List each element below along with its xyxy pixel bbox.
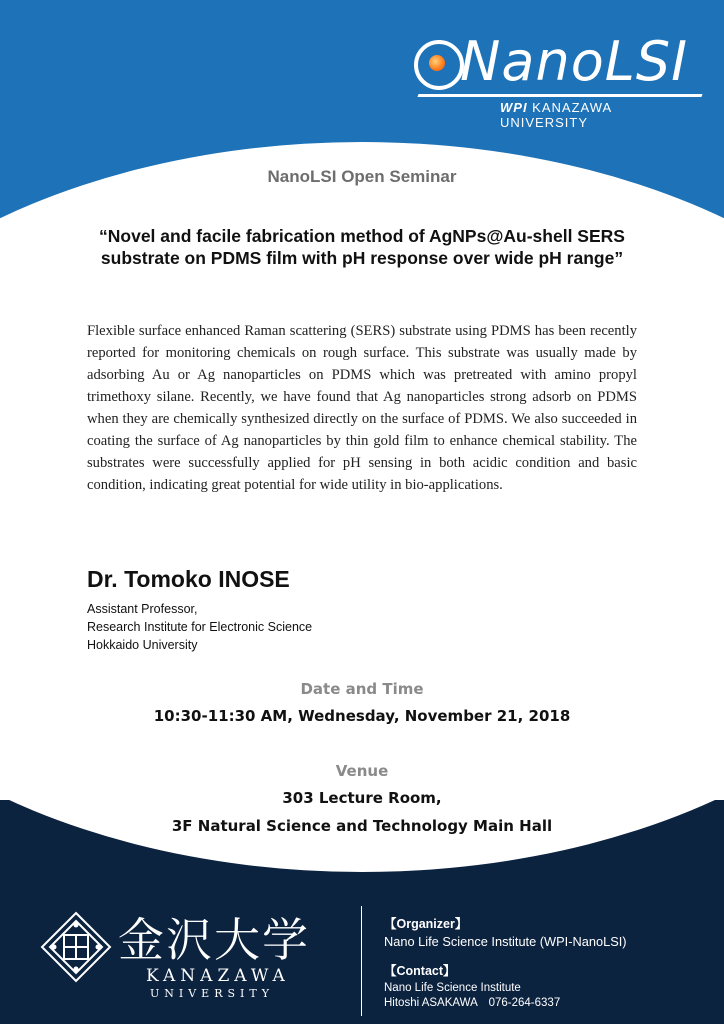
date-value: 10:30-11:30 AM, Wednesday, November 21, 2018: [153, 707, 571, 725]
university-kanji-logo: 金沢大学: [118, 913, 310, 967]
contact-line2: Hitoshi ASAKAWA 076-264-6337: [384, 997, 561, 1009]
logo-underline: [417, 94, 702, 97]
organizer-heading: 【Organizer】: [384, 917, 468, 931]
affiliation-line: Assistant Professor,: [87, 602, 198, 616]
university-english-label: UNIVERSITY: [150, 987, 274, 1000]
university-emblem-icon: [40, 911, 112, 983]
organizer-name: Nano Life Science Institute (WPI-NanoLSI): [384, 934, 627, 949]
affiliation-line: Research Institute for Electronic Science: [87, 620, 313, 634]
university-english-name: KANAZAWA: [146, 966, 290, 986]
venue-line1: 303 Lecture Room,: [282, 789, 442, 807]
contact-heading: 【Contact】: [384, 964, 456, 978]
speaker-affiliation: [87, 600, 312, 654]
affiliation-line: Hokkaido University: [87, 638, 198, 652]
talk-title-line1: “Novel and facile fabrication method of AgNPs@Au-shell SERS: [99, 226, 625, 246]
contact-line1: Nano Life Science Institute: [384, 982, 521, 994]
footer-divider: [361, 906, 362, 1016]
logo-sub-university: KANAZAWA UNIVERSITY: [500, 100, 612, 130]
seminar-label: NanoLSI Open Seminar: [267, 167, 457, 186]
nanolsi-logo: [414, 30, 704, 130]
talk-title-line2: substrate on PDMS film with pH response over wide pH range”: [100, 248, 624, 268]
talk-title: [60, 225, 664, 269]
logo-orange-dot-icon: [429, 55, 445, 71]
date-heading: Date and Time: [300, 680, 424, 698]
logo-subtitle: [500, 100, 704, 130]
speaker-name: Dr. Tomoko INOSE: [87, 566, 290, 592]
abstract: Flexible surface enhanced Raman scattering (SERS) substrate using PDMS has been recently reported for monitoring chemicals on rough surface. This substrate was usually made by adsorbing Au or Ag nanoparticles on PDMS which was pretreated with amino propyl trimethoxy silane. Recently, we have found that Ag nanoparticles strong adsorb on PDMS when they are chemically synthesized directly on the surface of PDMS. We also succeeded in coating the surface of Ag nanoparticles by thin gold film to enhance chemical stability. The substrates were successfully applied for pH sensing in both acidic condition and basic condition, indicating great potential for wide utility in bio-applications.: [87, 323, 637, 493]
logo-text: NanoLSI: [460, 30, 689, 93]
venue-heading: Venue: [335, 762, 389, 780]
logo-sub-wpi: WPI: [500, 100, 528, 115]
venue-line2: 3F Natural Science and Technology Main Hall: [171, 817, 553, 835]
